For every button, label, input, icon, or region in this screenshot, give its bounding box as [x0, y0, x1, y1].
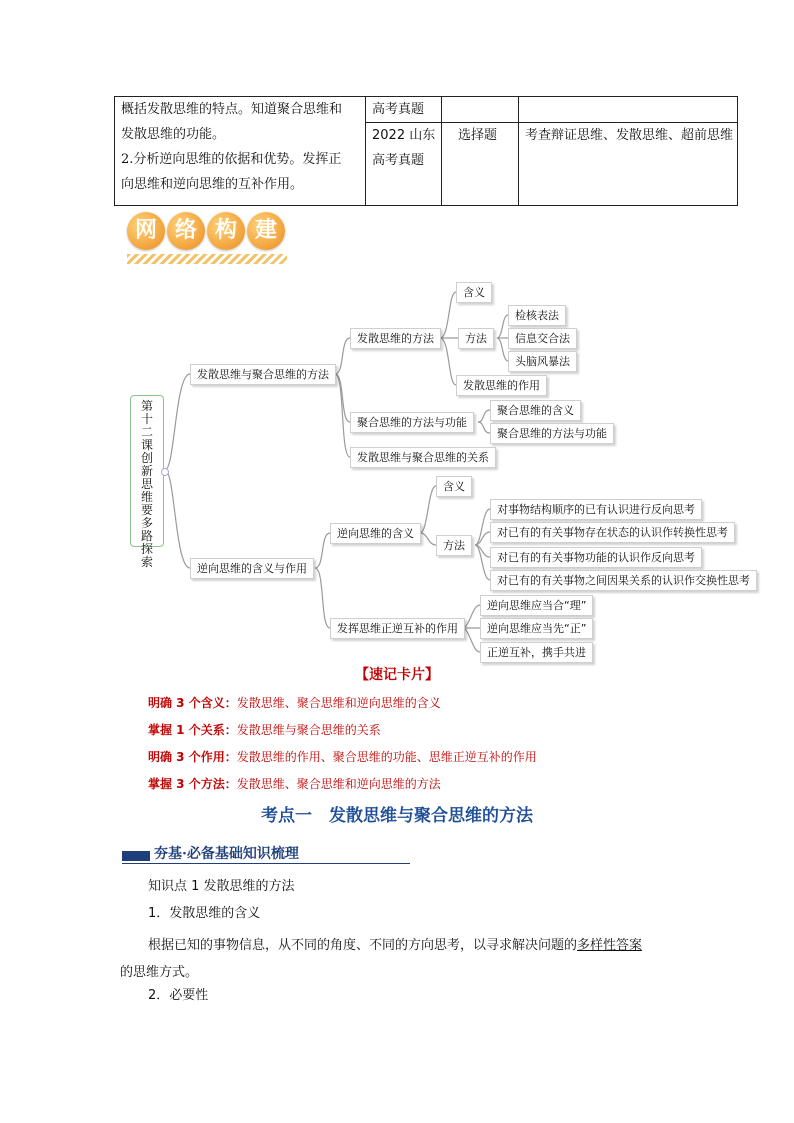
memo-value: 发散思维与聚合思维的关系 [236, 723, 381, 737]
mind-map [0, 270, 794, 665]
memo-line [148, 722, 381, 738]
memo-line [148, 749, 537, 765]
memo-line [148, 695, 441, 711]
point-heading: 考点一 发散思维与聚合思维的方法 [261, 806, 533, 826]
node-methods: 方法 [436, 535, 472, 556]
content-cell: 考查辩证思维、发散思维、超前思维 [525, 128, 734, 143]
node-divergent-role: 发散思维的作用 [456, 375, 547, 396]
memo-value: 发散思维的作用、聚合思维的功能、思维正逆互补的作用 [236, 750, 537, 764]
section-bar-block [122, 851, 150, 861]
memo-card-title: 【速记卡片】 [355, 667, 439, 683]
source-cell: 高考真题 [372, 102, 425, 117]
node-meaning: 含义 [436, 476, 472, 497]
node-method-item: 信息交合法 [508, 328, 577, 349]
node-divergent-methods: 发散思维的方法 [350, 328, 441, 349]
objectives-cell [121, 97, 361, 197]
memo-key: 明确 3 个作用： [148, 750, 237, 764]
banner-char: 构 [207, 212, 245, 250]
node-methods: 方法 [458, 328, 494, 349]
exam-table [114, 96, 738, 206]
root-label: 第十二课 创新思维要多路探索 [140, 399, 153, 569]
section-title: 夯基·必备基础知识梳理 [154, 846, 299, 862]
branch-divergent-convergent: 发散思维与聚合思维的方法 [190, 364, 336, 385]
node-complementary-item: 逆向思维应当合“理” [480, 595, 593, 616]
node-convergent-item: 聚合思维的方法与功能 [490, 423, 614, 444]
memo-key: 掌握 3 个方法： [148, 777, 237, 791]
collapse-dot-icon[interactable] [161, 468, 169, 476]
node-complementary-role: 发挥思维正逆互补的作用 [330, 618, 465, 639]
underlined-answer: 多样性答案 [577, 938, 643, 953]
knowledge-point-title: 知识点 1 发散思维的方法 [148, 879, 295, 894]
branch-reverse-thinking: 逆向思维的含义与作用 [190, 558, 314, 579]
item-title: 1．发散思维的含义 [148, 906, 261, 921]
objective-line: 概括发散思维的特点。知道聚合思维和 [121, 102, 343, 117]
source-cell: 2022 山东高考真题 [372, 128, 436, 168]
node-method-item: 对已有的有关事物功能的认识作反向思考 [490, 547, 702, 568]
node-method-item: 检核表法 [508, 305, 566, 326]
objective-line: 向思维和逆向思维的互补作用。 [121, 177, 304, 192]
table-divider [365, 97, 366, 205]
memo-line [148, 776, 441, 792]
item-title: 2．必要性 [148, 988, 209, 1003]
node-method-item: 对已有的有关事物之间因果关系的认识作交换性思考 [490, 570, 757, 591]
node-method-item: 头脑风暴法 [508, 351, 577, 372]
item-paragraph-cont: 的思维方式。 [120, 965, 199, 980]
banner-char: 建 [247, 212, 285, 250]
node-meaning: 含义 [456, 282, 492, 303]
table-divider [518, 97, 519, 205]
memo-value: 发散思维、聚合思维和逆向思维的方法 [236, 777, 441, 791]
memo-value: 发散思维、聚合思维和逆向思维的含义 [236, 696, 441, 710]
node-complementary-item: 正逆互补，携手共进 [480, 642, 593, 663]
objective-line: 2.分析逆向思维的依据和优势。发挥正 [121, 152, 342, 167]
banner-char: 网 [127, 212, 165, 250]
node-reverse-meaning: 逆向思维的含义 [330, 523, 421, 544]
question-type-cell: 选择题 [458, 128, 498, 143]
banner-char: 络 [167, 212, 205, 250]
paragraph-text: 根据已知的事物信息，从不同的角度、不同的方向思考，以寻求解决问题的 [148, 938, 578, 953]
memo-key: 掌握 1 个关系： [148, 723, 237, 737]
node-method-item: 对已有的有关事物存在状态的认识作转换性思考 [490, 522, 735, 543]
banner-stripe [127, 254, 287, 264]
node-convergent-methods: 聚合思维的方法与功能 [350, 412, 474, 433]
node-complementary-item: 逆向思维应当先“正” [480, 618, 593, 639]
node-convergent-item: 聚合思维的含义 [490, 400, 581, 421]
item-paragraph [148, 932, 708, 959]
node-relationship: 发散思维与聚合思维的关系 [350, 447, 496, 468]
objective-line: 发散思维的功能。 [121, 127, 226, 142]
node-method-item: 对事物结构顺序的已有认识进行反向思考 [490, 499, 702, 520]
memo-key: 明确 3 个含义： [148, 696, 237, 710]
mind-map-root [130, 395, 164, 569]
section-underline [122, 863, 410, 864]
